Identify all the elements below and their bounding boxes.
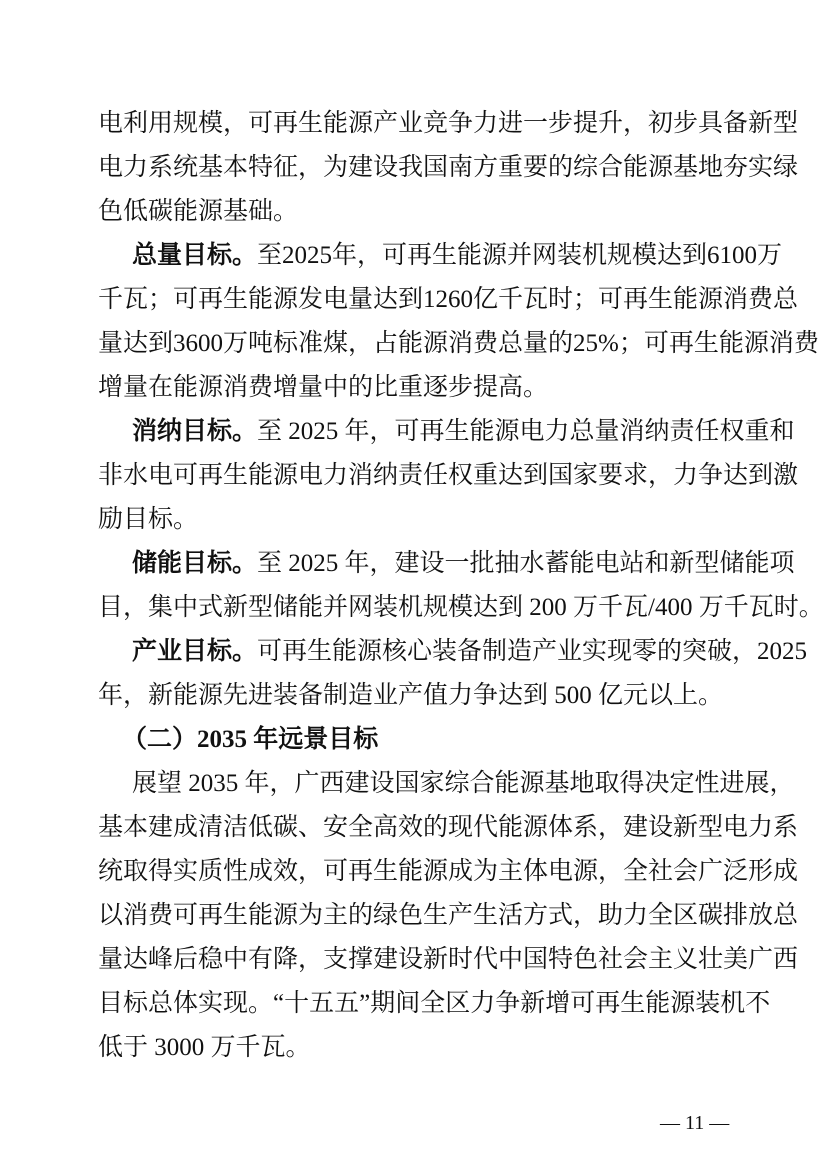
text-line: 年，新能源先进装备制造业产值力争达到 500 亿元以上。 [98,682,724,709]
text-line: 电力系统基本特征，为建设我国南方重要的综合能源基地夯实绿 [98,154,799,181]
paragraph-industry-target [98,630,808,674]
text-line: 色低碳能源基础。 [98,198,299,225]
page-number: — 11 — [660,1112,730,1134]
lead-label: 消纳目标。 [132,418,258,445]
text-span: 可再生能源核心装备制造产业实现零的突破，2025 [257,638,808,665]
text-line: 千瓦；可再生能源发电量达到1260亿千瓦时；可再生能源消费总 [98,286,799,313]
text-line: 电利用规模，可再生能源产业竞争力进一步提升，初步具备新型 [98,110,799,137]
paragraph-consumption-target [98,410,795,454]
text-span: 至 2025 年，建设一批抽水蓄能电站和新型储能项 [257,550,795,577]
lead-label: 总量目标。 [132,242,258,269]
paragraph-total-target [98,234,783,278]
text-line: 目标总体实现。“十五五”期间全区力争新增可再生能源装机不 [98,990,771,1017]
paragraph-storage-target [98,542,795,586]
text-line: 低于 3000 万千瓦。 [98,1034,311,1061]
text-line: 增量在能源消费增量中的比重逐步提高。 [98,374,549,401]
text-span: 至 2025 年，可再生能源电力总量消纳责任权重和 [257,418,795,445]
text-line: 目，集中式新型储能并网装机规模达到 200 万千瓦/400 万千瓦时。 [98,594,824,621]
text-line: 励目标。 [98,506,199,533]
text-line: 基本建成清洁低碳、安全高效的现代能源体系，建设新型电力系 [98,814,799,841]
text-line: 统取得实质性成效，可再生能源成为主体电源，全社会广泛形成 [98,858,799,885]
text-line: 非水电可再生能源电力消纳责任权重达到国家要求，力争达到激 [98,462,799,489]
text-line: 展望 2035 年，广西建设国家综合能源基地取得决定性进展， [132,770,795,797]
text-line: 以消费可再生能源为主的绿色生产生活方式，助力全区碳排放总 [98,902,799,929]
text-line: 量达峰后稳中有降，支撑建设新时代中国特色社会主义壮美广西 [98,946,799,973]
section-heading: （二）2035 年远景目标 [122,726,379,753]
document-body [98,102,824,1070]
lead-label: 产业目标。 [132,638,258,665]
lead-label: 储能目标。 [132,550,258,577]
text-line: 量达到3600万吨标准煤，占能源消费总量的25%；可再生能源消费 [98,330,819,357]
text-span: 至2025年，可再生能源并网装机规模达到6100万 [257,242,783,269]
